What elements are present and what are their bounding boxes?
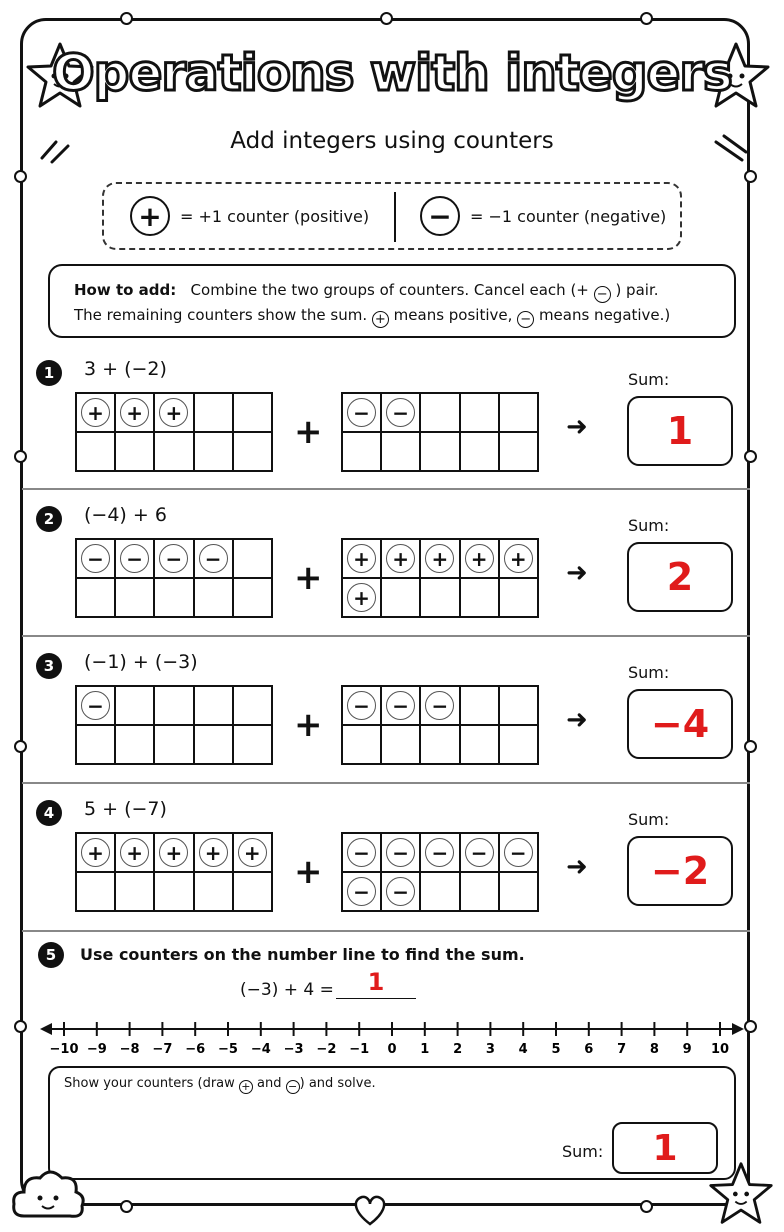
frame-cell: [342, 725, 381, 764]
star-bottom-right-icon: [706, 1160, 776, 1228]
frame-cell: [115, 833, 154, 872]
number-line-label: −2: [316, 1042, 337, 1057]
frame-cell: [233, 686, 272, 725]
problem-5-instruction: Use counters on the number line to find the sum.: [80, 945, 525, 964]
negative-counter-icon: −: [347, 877, 376, 906]
ten-frame-left: [75, 392, 273, 472]
border-bead: [744, 1020, 757, 1033]
frame-cell: [420, 725, 459, 764]
problem-3: [22, 643, 750, 789]
problem-number: 4: [36, 800, 62, 826]
frame-cell: [76, 872, 115, 911]
number-line-label: −1: [349, 1042, 370, 1057]
number-line-label: 10: [710, 1042, 730, 1057]
border-bead: [744, 170, 757, 183]
frame-cell: [420, 432, 459, 471]
sum-label: Sum:: [628, 663, 670, 682]
section-divider: [22, 930, 750, 932]
frame-cell: [499, 578, 538, 617]
positive-counter-icon: +: [347, 583, 376, 612]
problem-expression: (−4) + 6: [84, 504, 167, 526]
frame-cell: [115, 432, 154, 471]
section-divider: [22, 488, 750, 490]
sum-answer-box[interactable]: −4: [627, 689, 733, 759]
legend-positive-text: = +1 counter (positive): [180, 206, 370, 226]
howto-line-1: [74, 278, 734, 303]
frame-cell: [499, 725, 538, 764]
frame-cell: [460, 833, 499, 872]
frame-cell: [342, 833, 381, 872]
frame-cell: [154, 725, 193, 764]
problem-4: [22, 790, 750, 936]
negative-counter-icon: −: [420, 196, 460, 236]
sum-label: Sum:: [628, 516, 670, 535]
frame-cell: [381, 686, 420, 725]
frame-cell: [194, 578, 233, 617]
frame-cell: [115, 578, 154, 617]
positive-mini-icon: +: [239, 1080, 253, 1094]
frame-cell: [154, 393, 193, 432]
counter-legend: [102, 182, 682, 250]
sum-label: Sum:: [628, 370, 670, 389]
frame-cell: [154, 539, 193, 578]
frame-cell: [115, 393, 154, 432]
frame-cell: [420, 833, 459, 872]
problem-5-expression: (−3) + 4 =: [240, 980, 334, 1000]
negative-counter-icon: −: [81, 691, 110, 720]
legend-positive: [130, 196, 369, 236]
number-line-label: −7: [152, 1042, 173, 1057]
positive-counter-icon: +: [159, 398, 188, 427]
frame-cell: [460, 725, 499, 764]
border-bead: [120, 1200, 133, 1213]
work-text-c: ) and solve.: [299, 1076, 376, 1091]
problem-number: 2: [36, 506, 62, 532]
frame-cell: [420, 686, 459, 725]
negative-counter-icon: −: [504, 838, 533, 867]
border-bead: [14, 1020, 27, 1033]
frame-cell: [381, 393, 420, 432]
frame-cell: [194, 833, 233, 872]
frame-cell: [342, 872, 381, 911]
frame-cell: [76, 432, 115, 471]
ten-frame-right: [341, 538, 539, 618]
problem-number: 5: [38, 942, 64, 968]
answer-blank[interactable]: [336, 998, 416, 999]
frame-cell: [499, 833, 538, 872]
frame-cell: [233, 432, 272, 471]
problem-number: 1: [36, 360, 62, 386]
positive-counter-icon: +: [130, 196, 170, 236]
negative-counter-icon: −: [159, 544, 188, 573]
frame-cell: [115, 872, 154, 911]
number-line-label: −4: [250, 1042, 271, 1057]
page-subtitle: Add integers using counters: [230, 128, 554, 154]
problem-number: 3: [36, 653, 62, 679]
frame-cell: [460, 686, 499, 725]
number-line-label: −8: [119, 1042, 140, 1057]
problem-expression: 3 + (−2): [84, 358, 167, 380]
number-line-label: −6: [185, 1042, 206, 1057]
negative-counter-icon: −: [425, 691, 454, 720]
plus-operator: +: [294, 412, 323, 452]
negative-counter-icon: −: [347, 398, 376, 427]
frame-cell: [499, 539, 538, 578]
page-title: Operations with integers: [52, 44, 732, 102]
sum-answer-box[interactable]: 1: [627, 396, 733, 466]
positive-counter-icon: +: [120, 398, 149, 427]
positive-counter-icon: +: [81, 398, 110, 427]
frame-cell: [76, 686, 115, 725]
frame-cell: [154, 432, 193, 471]
frame-cell: [233, 539, 272, 578]
frame-cell: [194, 686, 233, 725]
sum-label: Sum:: [628, 810, 670, 829]
howto-text-1b: ) pair.: [615, 281, 659, 299]
positive-counter-icon: +: [159, 838, 188, 867]
ten-frame-right: [341, 832, 539, 912]
frame-cell: [342, 578, 381, 617]
positive-counter-icon: +: [199, 838, 228, 867]
howto-line-2: [74, 303, 734, 328]
frame-cell: [154, 686, 193, 725]
frame-cell: [194, 872, 233, 911]
howto-text-2c: means negative.): [538, 306, 671, 324]
ten-frame-right: [341, 392, 539, 472]
number-line-label: 1: [420, 1042, 430, 1057]
frame-cell: [381, 578, 420, 617]
legend-divider: [394, 192, 396, 242]
negative-counter-icon: −: [347, 838, 376, 867]
positive-mini-icon: +: [372, 311, 389, 328]
arrow-icon: ➜: [566, 412, 588, 442]
number-line-label: 3: [485, 1042, 495, 1057]
frame-cell: [381, 539, 420, 578]
sum-answer-box[interactable]: −2: [627, 836, 733, 906]
negative-counter-icon: −: [386, 877, 415, 906]
border-bead: [380, 12, 393, 25]
frame-cell: [381, 872, 420, 911]
arrow-left-icon: [40, 1023, 52, 1035]
section-divider: [22, 782, 750, 784]
howto-text-2b: means positive,: [393, 306, 518, 324]
work-instruction: [64, 1076, 376, 1094]
negative-counter-icon: −: [465, 838, 494, 867]
how-to-add-box: [48, 264, 736, 338]
frame-cell: [420, 393, 459, 432]
number-line-label: 9: [682, 1042, 692, 1057]
number-line-label: −10: [49, 1042, 79, 1057]
problem-expression: (−1) + (−3): [84, 651, 198, 673]
number-line-label: −3: [283, 1042, 304, 1057]
frame-cell: [76, 578, 115, 617]
positive-counter-icon: +: [425, 544, 454, 573]
ten-frame-left: [75, 538, 273, 618]
work-area-box[interactable]: [48, 1066, 736, 1180]
frame-cell: [115, 686, 154, 725]
heart-icon: [350, 1192, 390, 1228]
number-line-label: 4: [518, 1042, 528, 1057]
plus-operator: +: [294, 558, 323, 598]
number-line-label: 8: [649, 1042, 659, 1057]
final-sum-box[interactable]: 1: [612, 1122, 718, 1174]
border-bead: [120, 12, 133, 25]
negative-mini-icon: −: [286, 1080, 300, 1094]
frame-cell: [381, 432, 420, 471]
number-line-label: −9: [86, 1042, 107, 1057]
frame-cell: [233, 872, 272, 911]
frame-cell: [499, 432, 538, 471]
problem-expression: 5 + (−7): [84, 798, 167, 820]
negative-counter-icon: −: [386, 691, 415, 720]
frame-cell: [420, 578, 459, 617]
section-divider: [22, 635, 750, 637]
negative-counter-icon: −: [386, 398, 415, 427]
plus-operator: +: [294, 705, 323, 745]
plus-operator: +: [294, 852, 323, 892]
frame-cell: [233, 725, 272, 764]
howto-heading: How to add:: [74, 281, 177, 299]
arrow-icon: ➜: [566, 705, 588, 735]
howto-text-1a: Combine the two groups of counters. Cancel each (+: [190, 281, 589, 299]
positive-counter-icon: +: [465, 544, 494, 573]
frame-cell: [194, 725, 233, 764]
frame-cell: [420, 539, 459, 578]
howto-text-2a: The remaining counters show the sum.: [74, 306, 372, 324]
negative-counter-icon: −: [199, 544, 228, 573]
number-line-label: 7: [617, 1042, 627, 1057]
problem-2: [22, 496, 750, 642]
negative-counter-icon: −: [120, 544, 149, 573]
frame-cell: [460, 872, 499, 911]
frame-cell: [460, 578, 499, 617]
cloud-face-icon: [10, 1160, 86, 1224]
frame-cell: [233, 393, 272, 432]
arrow-icon: ➜: [566, 558, 588, 588]
positive-counter-icon: +: [386, 544, 415, 573]
frame-cell: [342, 432, 381, 471]
number-line: [40, 1010, 744, 1060]
positive-counter-icon: +: [120, 838, 149, 867]
frame-cell: [342, 686, 381, 725]
frame-cell: [194, 432, 233, 471]
frame-cell: [460, 432, 499, 471]
number-line-label: 2: [453, 1042, 463, 1057]
frame-cell: [381, 725, 420, 764]
legend-negative: [420, 196, 666, 236]
frame-cell: [233, 578, 272, 617]
ten-frame-left: [75, 685, 273, 765]
sum-answer-box[interactable]: 2: [627, 542, 733, 612]
frame-cell: [342, 393, 381, 432]
frame-cell: [115, 539, 154, 578]
number-line-label: 0: [387, 1042, 397, 1057]
frame-cell: [154, 872, 193, 911]
work-text-a: Show your counters (draw: [64, 1076, 239, 1091]
frame-cell: [76, 539, 115, 578]
legend-negative-text: = −1 counter (negative): [470, 206, 667, 226]
frame-cell: [460, 393, 499, 432]
number-line-label: 6: [584, 1042, 594, 1057]
number-line-label: −5: [218, 1042, 238, 1057]
negative-counter-icon: −: [386, 838, 415, 867]
negative-counter-icon: −: [425, 838, 454, 867]
frame-cell: [342, 539, 381, 578]
frame-cell: [420, 872, 459, 911]
answer-value: 1: [367, 968, 385, 996]
negative-mini-icon: −: [517, 311, 534, 328]
frame-cell: [460, 539, 499, 578]
frame-cell: [381, 833, 420, 872]
frame-cell: [499, 872, 538, 911]
frame-cell: [76, 833, 115, 872]
frame-cell: [233, 833, 272, 872]
negative-mini-icon: −: [594, 286, 611, 303]
frame-cell: [154, 833, 193, 872]
frame-cell: [154, 578, 193, 617]
border-bead: [14, 170, 27, 183]
work-text-b: and: [252, 1076, 286, 1091]
positive-counter-icon: +: [238, 838, 267, 867]
negative-counter-icon: −: [81, 544, 110, 573]
number-line-label: 5: [551, 1042, 561, 1057]
border-bead: [640, 1200, 653, 1213]
ten-frame-right: [341, 685, 539, 765]
problem-1: [22, 350, 750, 496]
border-bead: [640, 12, 653, 25]
positive-counter-icon: +: [81, 838, 110, 867]
positive-counter-icon: +: [347, 544, 376, 573]
frame-cell: [194, 393, 233, 432]
frame-cell: [499, 393, 538, 432]
ten-frame-left: [75, 832, 273, 912]
negative-counter-icon: −: [347, 691, 376, 720]
positive-counter-icon: +: [504, 544, 533, 573]
frame-cell: [76, 725, 115, 764]
frame-cell: [194, 539, 233, 578]
frame-cell: [76, 393, 115, 432]
frame-cell: [115, 725, 154, 764]
arrow-icon: ➜: [566, 852, 588, 882]
arrow-right-icon: [732, 1023, 744, 1035]
frame-cell: [499, 686, 538, 725]
final-sum-label: Sum:: [562, 1142, 604, 1161]
